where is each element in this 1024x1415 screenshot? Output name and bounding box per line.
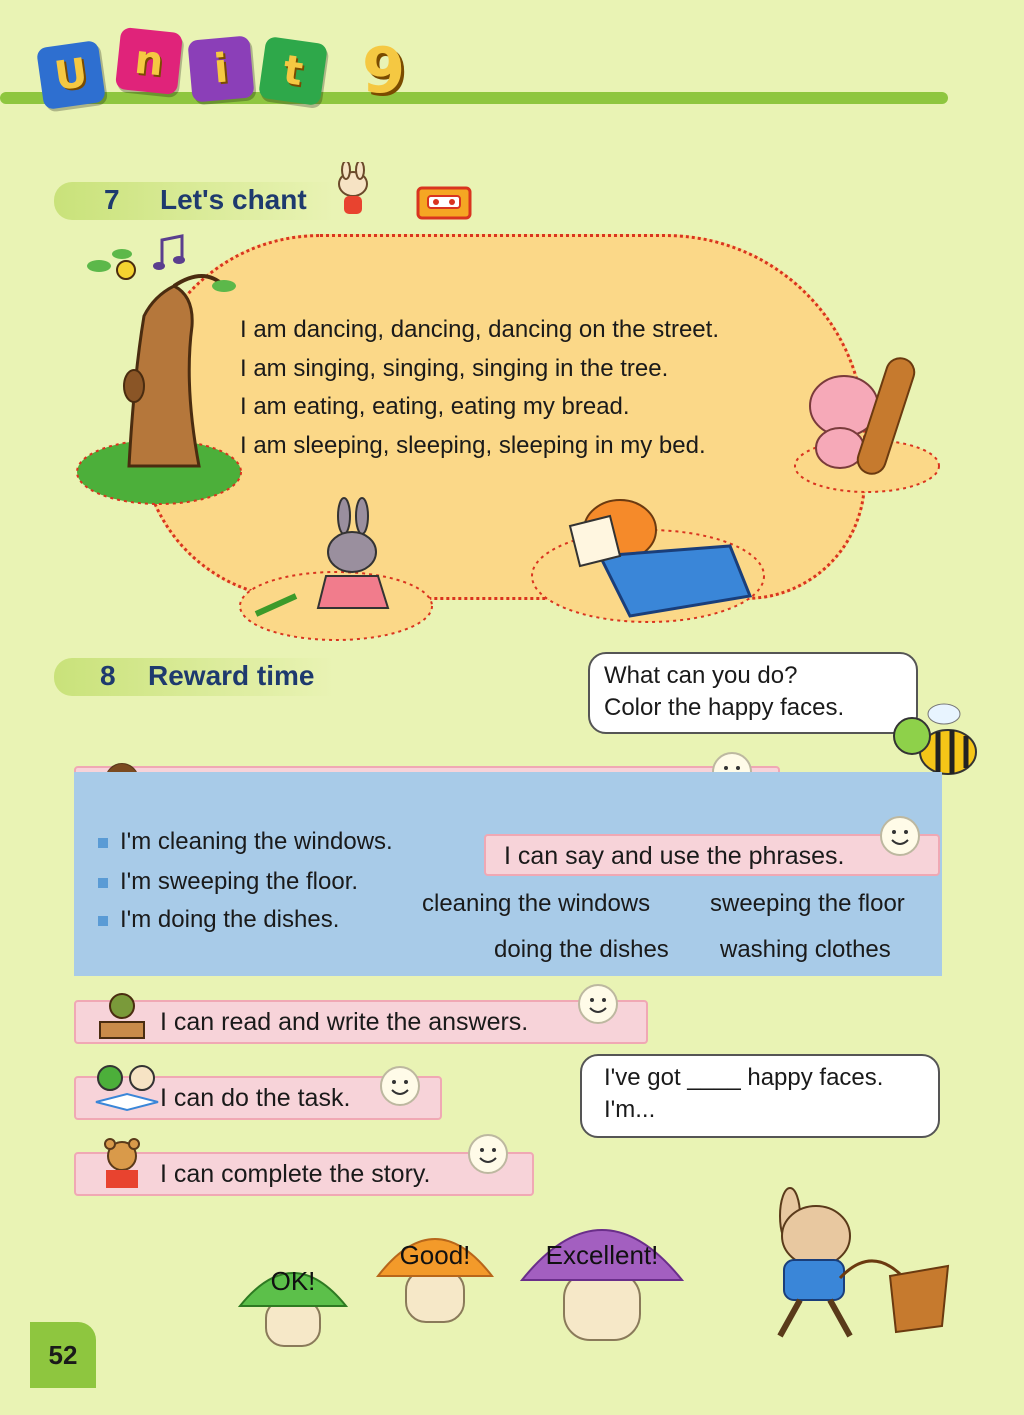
mushroom-excellent[interactable] <box>520 1198 684 1344</box>
reward-read-write-row <box>74 1000 648 1044</box>
section-7-number: 7 <box>104 184 120 215</box>
bee-bubble-line-1: What can you do? <box>604 662 798 689</box>
happy-face-icon-5[interactable] <box>468 1134 508 1174</box>
bear-sleeping-illustration <box>530 486 770 631</box>
chant-line-3: I am eating, eating, eating my bread. <box>240 393 630 420</box>
chant-line-1: I am dancing, dancing, dancing on the street. <box>240 316 719 343</box>
phrase-washing-clothes: washing clothes <box>720 936 891 963</box>
section-8-title: Reward time <box>148 660 315 691</box>
rabbit-with-basket-illustration <box>720 1186 952 1351</box>
reward-read-write-text: I can read and write the answers. <box>160 1008 529 1036</box>
result-bubble-line-1: I've got ____ happy faces. <box>604 1064 884 1091</box>
mushroom-ok[interactable] <box>238 1250 348 1350</box>
page-number: 52 <box>30 1322 96 1388</box>
kids-reading-icon <box>86 1054 168 1119</box>
chant-line-2: I am singing, singing, singing in the tree. <box>240 355 669 382</box>
result-bubble-line-2: I'm... <box>604 1096 656 1123</box>
mushroom-ok-label: OK! <box>270 1266 316 1296</box>
bullet-item-2: I'm sweeping the floor. <box>98 868 358 896</box>
bear-reading-icon <box>92 1130 152 1197</box>
reward-phrases-text: I can say and use the phrases. <box>504 842 845 870</box>
bullet-square-icon <box>98 916 108 926</box>
reward-story-text: I can complete the story. <box>160 1160 431 1188</box>
reward-phrases-row <box>484 834 940 876</box>
bullet-square-icon <box>98 878 108 888</box>
section-8-number: 8 <box>100 660 116 691</box>
bee-bubble-line-2: Color the happy faces. <box>604 694 845 721</box>
result-speech-bubble <box>580 1054 940 1138</box>
bullet-square-icon <box>98 838 108 848</box>
happy-face-icon-3[interactable] <box>578 984 618 1024</box>
phrase-cleaning-windows: cleaning the windows <box>422 890 651 917</box>
happy-face-icon-4[interactable] <box>380 1066 420 1106</box>
unit-letter-tile-u: U <box>36 40 106 110</box>
unit-header-bar <box>0 92 948 104</box>
mushroom-good-label: Good! <box>399 1240 471 1270</box>
bullet-item-3: I'm doing the dishes. <box>98 906 339 934</box>
unit-number: 9 <box>362 34 406 107</box>
music-note-icon <box>152 234 188 279</box>
mushroom-excellent-label: Excellent! <box>545 1240 659 1270</box>
cassette-icon <box>416 186 472 225</box>
girl-writing-icon <box>90 986 154 1047</box>
phrase-sweeping-floor: sweeping the floor <box>710 890 905 917</box>
reward-task-text: I can do the task. <box>160 1084 351 1112</box>
section-7-title: Let's chant <box>160 184 307 215</box>
rabbit-dancing-illustration <box>236 496 436 647</box>
unit-letter-tile-i: i <box>187 35 254 102</box>
bee-speech-bubble <box>588 652 918 734</box>
unit-letter-tile-n: n <box>115 27 183 95</box>
pig-with-bread-illustration <box>792 346 942 501</box>
unit-letter-tile-t: t <box>258 36 328 106</box>
rabbit-singer-icon <box>328 162 378 223</box>
mushroom-good[interactable] <box>376 1214 494 1326</box>
happy-face-icon-2[interactable] <box>880 816 920 856</box>
phrase-doing-dishes: doing the dishes <box>494 936 669 963</box>
chant-line-4: I am sleeping, sleeping, sleeping in my bed. <box>240 432 706 459</box>
bullet-item-1: I'm cleaning the windows. <box>98 828 393 856</box>
